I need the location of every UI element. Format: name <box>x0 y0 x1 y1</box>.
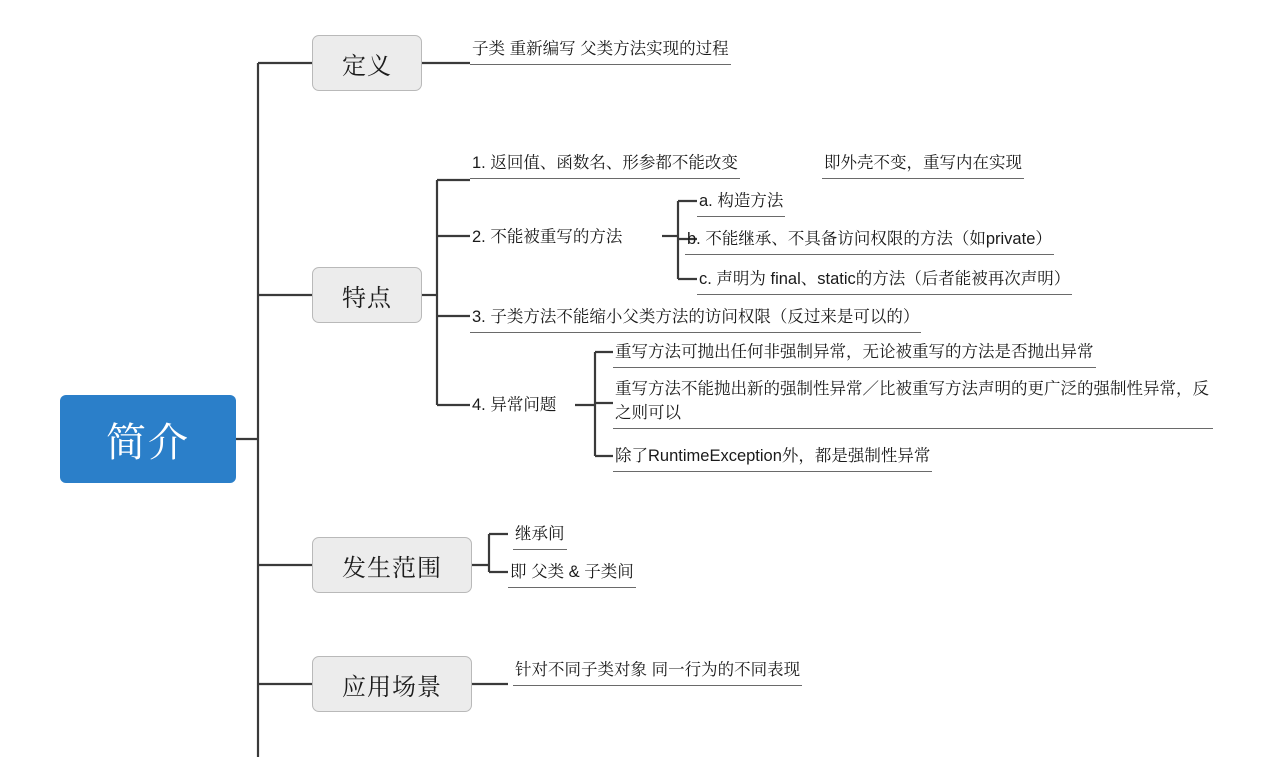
leaf-feature-2a[interactable]: a. 构造方法 <box>697 190 785 217</box>
leaf-scope-1[interactable]: 继承间 <box>513 523 567 550</box>
leaf-feature-2c[interactable]: c. 声明为 final、static的方法（后者能被再次声明） <box>697 268 1072 295</box>
leaf-feature-2b[interactable]: b. 不能继承、不具备访问权限的方法（如private） <box>685 228 1054 255</box>
leaf-definition-description[interactable]: 子类 重新编写 父类方法实现的过程 <box>470 38 731 65</box>
branch-node-features[interactable]: 特点 <box>312 267 422 323</box>
branch-node-definition[interactable]: 定义 <box>312 35 422 91</box>
leaf-usecase-1[interactable]: 针对不同子类对象 同一行为的不同表现 <box>513 659 802 686</box>
root-node[interactable]: 简介 <box>60 395 236 483</box>
branch-node-usecase[interactable]: 应用场景 <box>312 656 472 712</box>
leaf-exception-2[interactable]: 重写方法不能抛出新的强制性异常／比被重写方法声明的更广泛的强制性异常，反之则可以 <box>613 378 1213 429</box>
leaf-feature-1[interactable]: 1. 返回值、函数名、形参都不能改变 <box>470 152 740 179</box>
leaf-exception-1[interactable]: 重写方法可抛出任何非强制异常，无论被重写的方法是否抛出异常 <box>613 341 1096 368</box>
leaf-feature-1-note[interactable]: 即外壳不变，重写内在实现 <box>822 152 1024 179</box>
leaf-feature-2[interactable]: 2. 不能被重写的方法 <box>472 228 623 246</box>
leaf-scope-2[interactable]: 即 父类 & 子类间 <box>508 561 636 588</box>
leaf-feature-4[interactable]: 4. 异常问题 <box>472 396 557 414</box>
leaf-exception-3[interactable]: 除了RuntimeException外，都是强制性异常 <box>613 445 932 472</box>
branch-node-scope[interactable]: 发生范围 <box>312 537 472 593</box>
leaf-feature-3[interactable]: 3. 子类方法不能缩小父类方法的访问权限（反过来是可以的） <box>470 306 921 333</box>
